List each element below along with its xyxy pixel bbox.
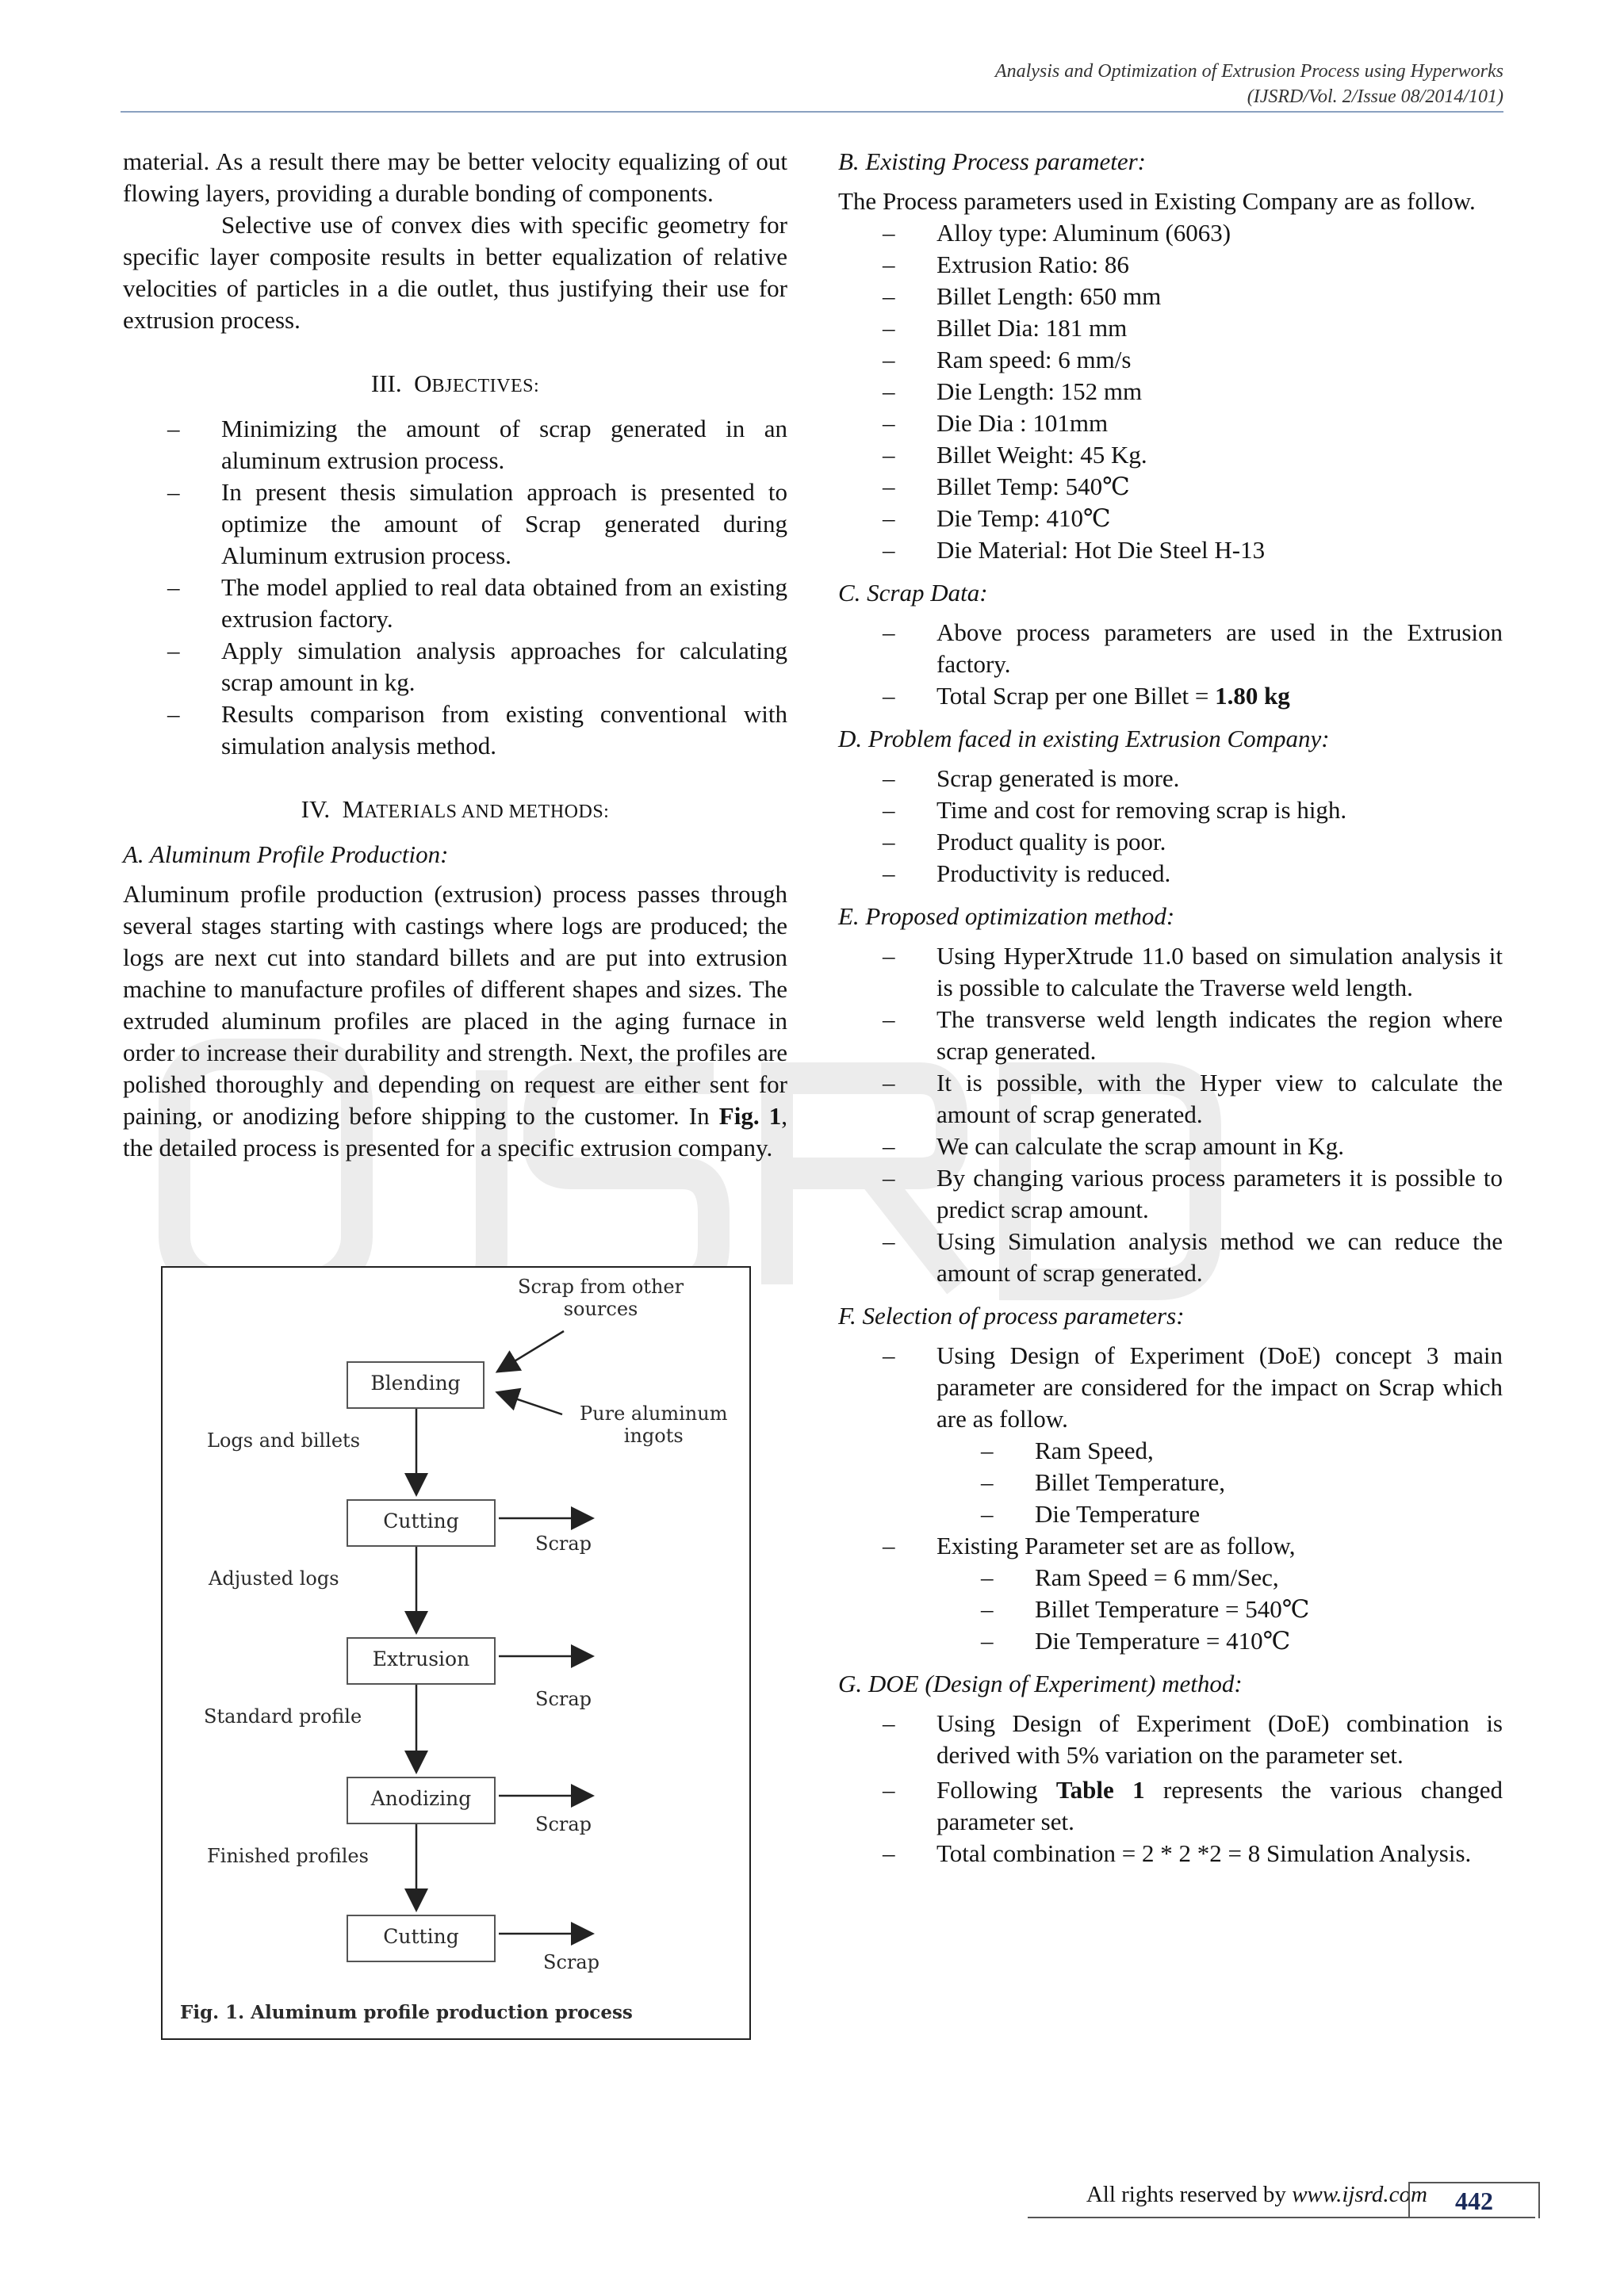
- table-reference: Table 1: [1055, 1776, 1145, 1804]
- list-item: – Extrusion Ratio: 86: [838, 249, 1503, 281]
- header-title: Analysis and Optimization of Extrusion Process using Hyperworks: [994, 61, 1503, 82]
- list-item: – Billet Dia: 181 mm: [838, 312, 1503, 344]
- label-standard-profile: Standard profile: [204, 1705, 362, 1728]
- intro-paragraph-1: material. As a result there may be better velocity equalizing of out flowing layers, providing a durable bonding of components.: [123, 147, 787, 207]
- label-scrap-2: Scrap: [535, 1688, 592, 1710]
- list-item: – Using HyperXtrude 11.0 based on simulation analysis it is possible to calculate the Traverse weld length.: [838, 940, 1503, 1004]
- scrap-data-list: [838, 617, 1503, 712]
- list-item: [838, 1530, 1503, 1657]
- list-item: [838, 680, 1503, 712]
- box-blending: Blending: [347, 1361, 485, 1409]
- list-text: represents the various changed parameter set.: [936, 1776, 1503, 1835]
- list-text: Existing Parameter set are as follow,: [936, 1532, 1296, 1559]
- subsection-b-heading: B. Existing Process parameter:: [838, 147, 1146, 175]
- sub-list: [936, 1435, 1503, 1530]
- list-item: – Time and cost for removing scrap is high.: [838, 794, 1503, 826]
- footer-rights: [1086, 2182, 1427, 2208]
- figure-reference: Fig. 1: [718, 1102, 782, 1130]
- list-item: – Apply simulation analysis approaches for calculating scrap amount in kg.: [123, 635, 787, 698]
- list-item: – Billet Temp: 540℃: [838, 471, 1503, 503]
- section-4-number: IV.: [301, 795, 331, 823]
- list-item: – Die Material: Hot Die Steel H-13: [838, 534, 1503, 566]
- selection-list: [838, 1340, 1503, 1657]
- list-item: – Results comparison from existing conventional with simulation analysis method.: [123, 698, 787, 762]
- subsection-f-heading: F. Selection of process parameters:: [838, 1302, 1185, 1330]
- section-4-title: ATERIALS AND METHODS:: [364, 802, 610, 822]
- objectives-list: [123, 413, 787, 762]
- list-item: – The transverse weld length indicates the region where scrap generated.: [838, 1004, 1503, 1067]
- list-item: – We can calculate the scrap amount in Kg.: [838, 1131, 1503, 1162]
- label-pure-aluminum: [580, 1402, 727, 1447]
- footer-rule: [1028, 2217, 1535, 2218]
- list-item: – In present thesis simulation approach is presented to optimize the amount of Scrap generated during Aluminum extrusion process.: [123, 476, 787, 572]
- header-rule: [121, 111, 1503, 113]
- section-3-title: BJECTIVES:: [431, 376, 540, 396]
- list-item: – Total combination = 2 * 2 *2 = 8 Simulation Analysis.: [838, 1838, 1503, 1869]
- paragraph-text: Aluminum profile production (extrusion) process passes through several stages starting with castings where logs are produced; the logs are next cut into standard billets and are put into extrusion machine to manufacture profiles of different shapes and sizes. The extruded aluminum profiles are placed in the aging furnace in order to increase their durability and strength. Next, the profiles are polished thoroughly and depending on request are either sent for paining, or anodizing before shipping to the customer. In: [123, 880, 787, 1130]
- section-3-heading: [123, 368, 787, 402]
- box-extrusion: Extrusion: [347, 1637, 496, 1685]
- intro-paragraph-2: Selective use of convex dies with specific geometry for specific layer composite results in better equalization of relative velocities of particles in a die outlet, thus justifying their use for extrusion process.: [123, 211, 787, 334]
- box-anodizing: Anodizing: [347, 1777, 496, 1824]
- subsection-a-paragraph: [123, 878, 787, 1164]
- list-text: Using Design of Experiment (DoE) concept 3 main parameter are considered for the impact on Scrap which are as follow.: [936, 1341, 1503, 1433]
- arrow-pure-aluminum: [499, 1393, 562, 1414]
- list-item: – By changing various process parameters it is possible to predict scrap amount.: [838, 1162, 1503, 1226]
- list-text: Total Scrap per one Billet =: [936, 682, 1216, 710]
- list-item: – Productivity is reduced.: [838, 858, 1503, 890]
- footer-site-link[interactable]: www.ijsrd.com: [1292, 2182, 1427, 2207]
- sub-list-item: – Die Temperature = 410℃: [936, 1625, 1503, 1657]
- sub-list-item: – Billet Temperature,: [936, 1467, 1503, 1498]
- section-3-number: III.: [370, 369, 402, 397]
- label-scrap-other-sources: [518, 1276, 684, 1320]
- label-line: sources: [563, 1298, 638, 1320]
- doe-list: [838, 1708, 1503, 1869]
- subsection-d-heading: D. Problem faced in existing Extrusion Company:: [838, 725, 1330, 752]
- section-4-heading: [123, 794, 787, 828]
- header-issue: (IJSRD/Vol. 2/Issue 08/2014/101): [1247, 86, 1503, 107]
- box-cutting-2: Cutting: [347, 1915, 496, 1962]
- list-item: – Above process parameters are used in the Extrusion factory.: [838, 617, 1503, 680]
- process-flow-figure: [161, 1266, 751, 2040]
- list-item: – Using Design of Experiment (DoE) combination is derived with 5% variation on the parameter set.: [838, 1708, 1503, 1771]
- sub-list-item: – Die Temperature: [936, 1498, 1503, 1530]
- list-item: – Die Length: 152 mm: [838, 376, 1503, 408]
- subsection-a-heading: A. Aluminum Profile Production:: [123, 840, 449, 868]
- list-item: – Minimizing the amount of scrap generated in an aluminum extrusion process.: [123, 413, 787, 476]
- sub-list-item: – Ram Speed,: [936, 1435, 1503, 1467]
- left-column: [123, 146, 787, 1164]
- list-item: – Product quality is poor.: [838, 826, 1503, 858]
- list-item: – Billet Length: 650 mm: [838, 281, 1503, 312]
- arrow-scrap-other-sources: [499, 1331, 564, 1371]
- section-4-initial: M: [342, 795, 365, 823]
- label-scrap-3: Scrap: [535, 1813, 592, 1835]
- section-3-initial: O: [414, 369, 432, 397]
- right-column: [838, 146, 1503, 1869]
- list-item: – Billet Weight: 45 Kg.: [838, 439, 1503, 471]
- subsection-g-heading: G. DOE (Design of Experiment) method:: [838, 1670, 1243, 1697]
- subsection-e-heading: E. Proposed optimization method:: [838, 902, 1175, 930]
- list-item: – It is possible, with the Hyper view to calculate the amount of scrap generated.: [838, 1067, 1503, 1131]
- box-cutting-1: Cutting: [347, 1499, 496, 1547]
- list-item: [838, 1774, 1503, 1838]
- scrap-value: 1.80 kg: [1215, 682, 1290, 710]
- process-parameters-list: [838, 217, 1503, 566]
- label-logs-and-billets: Logs and billets: [207, 1429, 361, 1452]
- list-item: – Ram speed: 6 mm/s: [838, 344, 1503, 376]
- sub-list-item: – Billet Temperature = 540℃: [936, 1594, 1503, 1625]
- running-header: [995, 59, 1503, 109]
- list-item: – Using Simulation analysis method we can reduce the amount of scrap generated.: [838, 1226, 1503, 1289]
- page-number: 442: [1408, 2182, 1540, 2218]
- list-item: – Die Dia : 101mm: [838, 408, 1503, 439]
- sub-list: [936, 1562, 1503, 1657]
- footer-text: All rights reserved by: [1086, 2182, 1293, 2207]
- subsection-c-heading: C. Scrap Data:: [838, 579, 988, 607]
- label-scrap-4: Scrap: [543, 1951, 600, 1973]
- list-item: – Die Temp: 410℃: [838, 503, 1503, 534]
- paragraph-text: , the detailed process is presented for a specific extrusion company.: [123, 1102, 787, 1161]
- figure-caption: Fig. 1. Aluminum profile production process: [180, 2002, 633, 2023]
- sub-list-item: – Ram Speed = 6 mm/Sec,: [936, 1562, 1503, 1594]
- list-item: – Alloy type: Aluminum (6063): [838, 217, 1503, 249]
- list-text: Following: [936, 1776, 1056, 1804]
- label-line: ingots: [623, 1425, 684, 1447]
- label-line: Pure aluminum: [580, 1402, 728, 1425]
- list-item: – Scrap generated is more.: [838, 763, 1503, 794]
- label-adjusted-logs: Adjusted logs: [209, 1567, 339, 1590]
- label-line: Scrap from other: [518, 1276, 684, 1298]
- proposed-method-list: [838, 940, 1503, 1289]
- label-finished-profiles: Finished profiles: [207, 1845, 369, 1867]
- label-scrap-1: Scrap: [535, 1533, 592, 1555]
- problems-list: [838, 763, 1503, 890]
- list-item: – The model applied to real data obtained from an existing extrusion factory.: [123, 572, 787, 635]
- list-item: [838, 1340, 1503, 1530]
- subsection-b-paragraph: The Process parameters used in Existing Company are as follow.: [838, 187, 1476, 215]
